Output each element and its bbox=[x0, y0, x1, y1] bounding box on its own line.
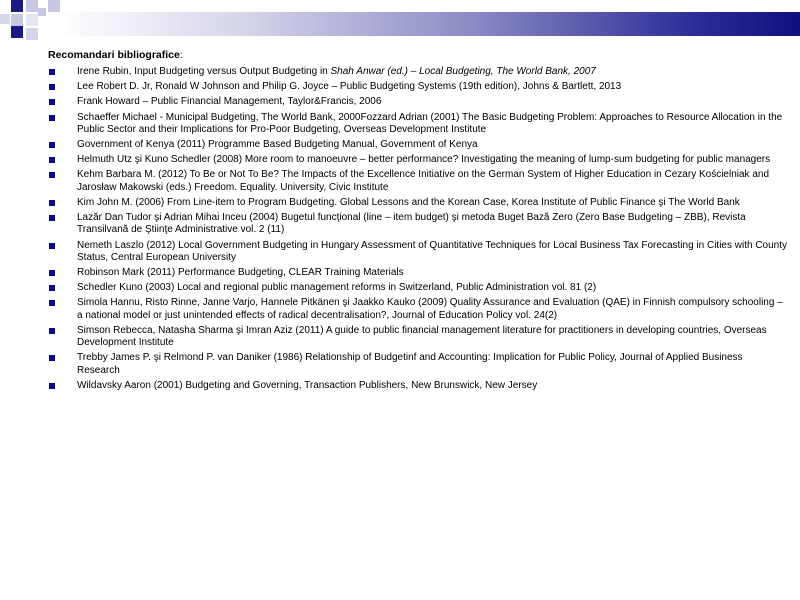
square-bullet-icon bbox=[49, 200, 55, 206]
reference-text: Kim John M. (2006) From Line-item to Program Budgeting. Global Lessons and the Korean Case, Korea Institute of Public Finance şi The World Bank bbox=[77, 196, 740, 208]
list-item bbox=[48, 240, 788, 265]
list-item bbox=[48, 380, 788, 392]
header-square bbox=[11, 14, 23, 26]
list-item bbox=[48, 66, 788, 78]
reference-text: Schedler Kuno (2003) Local and regional public management reforms in Switzerland, Public Administration vol. 81 (2) bbox=[77, 282, 597, 294]
list-item bbox=[48, 197, 788, 209]
square-bullet-icon bbox=[49, 172, 55, 178]
list-item bbox=[48, 282, 788, 294]
square-bullet-icon bbox=[49, 115, 55, 121]
reference-text: Government of Kenya (2011) Programme Based Budgeting Manual, Government of Kenya bbox=[77, 139, 478, 151]
heading-colon: : bbox=[179, 49, 183, 61]
reference-text: Irene Rubin, Input Budgeting versus Output Budgeting in bbox=[77, 66, 331, 77]
square-bullet-icon bbox=[49, 99, 55, 105]
header-square bbox=[26, 28, 38, 40]
reference-text: Lee Robert D. Jr, Ronald W Johnson and Philip G. Joyce – Public Budgeting Systems (19th edition), Johns & Bartlett, 2013 bbox=[77, 81, 622, 93]
square-bullet-icon bbox=[49, 157, 55, 163]
square-bullet-icon bbox=[49, 285, 55, 291]
list-item bbox=[48, 154, 788, 166]
square-bullet-icon bbox=[49, 142, 55, 148]
square-bullet-icon bbox=[49, 243, 55, 249]
reference-text: Simola Hannu, Risto Rinne, Janne Varjo, Hannele Pitkänen şi Jaakko Kauko (2009) Quality Assurance and Evaluation (QAE) in Finnish compulsory schooling – a national model or just unintended effects of radical decentralisation?, Journal of Education Policy vol. 24(2) bbox=[77, 297, 783, 321]
reference-text: Simson Rebecca, Natasha Sharma şi Imran Aziz (2011) A guide to public financial management literature for practitioners in developing countries, Overseas Development Institute bbox=[77, 324, 767, 349]
list-item bbox=[48, 112, 788, 137]
header-square bbox=[0, 14, 10, 24]
square-bullet-icon bbox=[49, 355, 55, 361]
reference-italic-text: Shah Anwar (ed.) – Local Budgeting, The World Bank, 2007 bbox=[330, 66, 596, 77]
square-bullet-icon bbox=[49, 383, 55, 389]
header-square bbox=[26, 14, 38, 26]
square-bullet-icon bbox=[49, 69, 55, 75]
header-square bbox=[26, 0, 38, 12]
header-square bbox=[48, 0, 60, 12]
header-square bbox=[11, 26, 23, 38]
reference-text: Frank Howard – Public Financial Management, Taylor&Francis, 2006 bbox=[77, 96, 382, 108]
slide-body bbox=[48, 49, 788, 395]
reference-text: Robinson Mark (2011) Performance Budgeting, CLEAR Training Materials bbox=[77, 267, 404, 279]
list-item bbox=[48, 352, 788, 377]
reference-text: Lazăr Dan Tudor şi Adrian Mihai Inceu (2004) Bugetul funcţional (line – item budget) şi metoda Buget Bază Zero (Zero Base Budgeting – ZBB), Revista Transilvană de Ştiinţe Administrative vol. 2 (11) bbox=[77, 212, 746, 236]
square-bullet-icon bbox=[49, 84, 55, 90]
reference-text: Wildavsky Aaron (2001) Budgeting and Governing, Transaction Publishers, New Brunswick, New Jersey bbox=[77, 379, 538, 391]
square-bullet-icon bbox=[49, 215, 55, 221]
reference-text: Kehm Barbara M. (2012) To Be or Not To Be? The Impacts of the Excellence Initiative on the German System of Higher Education in Cezary Kościelniak and Jarosław Makowski (eds.) Freedom. Equality. University, Civic Institute bbox=[77, 169, 770, 193]
list-item bbox=[48, 267, 788, 279]
square-bullet-icon bbox=[49, 328, 55, 334]
list-item bbox=[48, 96, 788, 108]
list-item bbox=[48, 81, 788, 93]
bibliography-heading bbox=[48, 49, 788, 62]
list-item bbox=[48, 297, 788, 322]
reference-text: Trebby James P. şi Relmond P. van Daniker (1986) Relationship of Budgetinf and Accounting: Implication for Public Policy, Journal of Applied Business Research bbox=[77, 352, 743, 376]
slide-header-decoration bbox=[0, 0, 800, 50]
list-item bbox=[48, 325, 788, 350]
square-bullet-icon bbox=[49, 270, 55, 276]
list-item bbox=[48, 139, 788, 151]
reference-list bbox=[48, 66, 788, 392]
reference-text: Helmuth Utz şi Kuno Schedler (2008) More room to manoeuvre – better performance? Investigating the meaning of lump-sum budgeting for public managers bbox=[77, 154, 771, 166]
list-item bbox=[48, 169, 788, 194]
header-square bbox=[38, 8, 46, 16]
reference-text: Nemeth Laszlo (2012) Local Government Budgeting in Hungary Assessment of Quantitative Techniques for Local Business Tax Forecasting in Cities with County Status, Central European University bbox=[77, 239, 788, 263]
reference-text: Schaeffer Michael - Municipal Budgeting, The World Bank, 2000Fozzard Adrian (2001) The Basic Budgeting Problem: Approaches to Resource Allocation in the Public Sector and their Implications for Pro-Poor Budgeting, Overseas Development Institute bbox=[77, 111, 783, 135]
square-bullet-icon bbox=[49, 300, 55, 306]
list-item bbox=[48, 212, 788, 237]
header-square bbox=[11, 0, 23, 12]
header-gradient-bar bbox=[60, 12, 800, 36]
heading-text: Recomandari bibliografice bbox=[48, 49, 180, 61]
